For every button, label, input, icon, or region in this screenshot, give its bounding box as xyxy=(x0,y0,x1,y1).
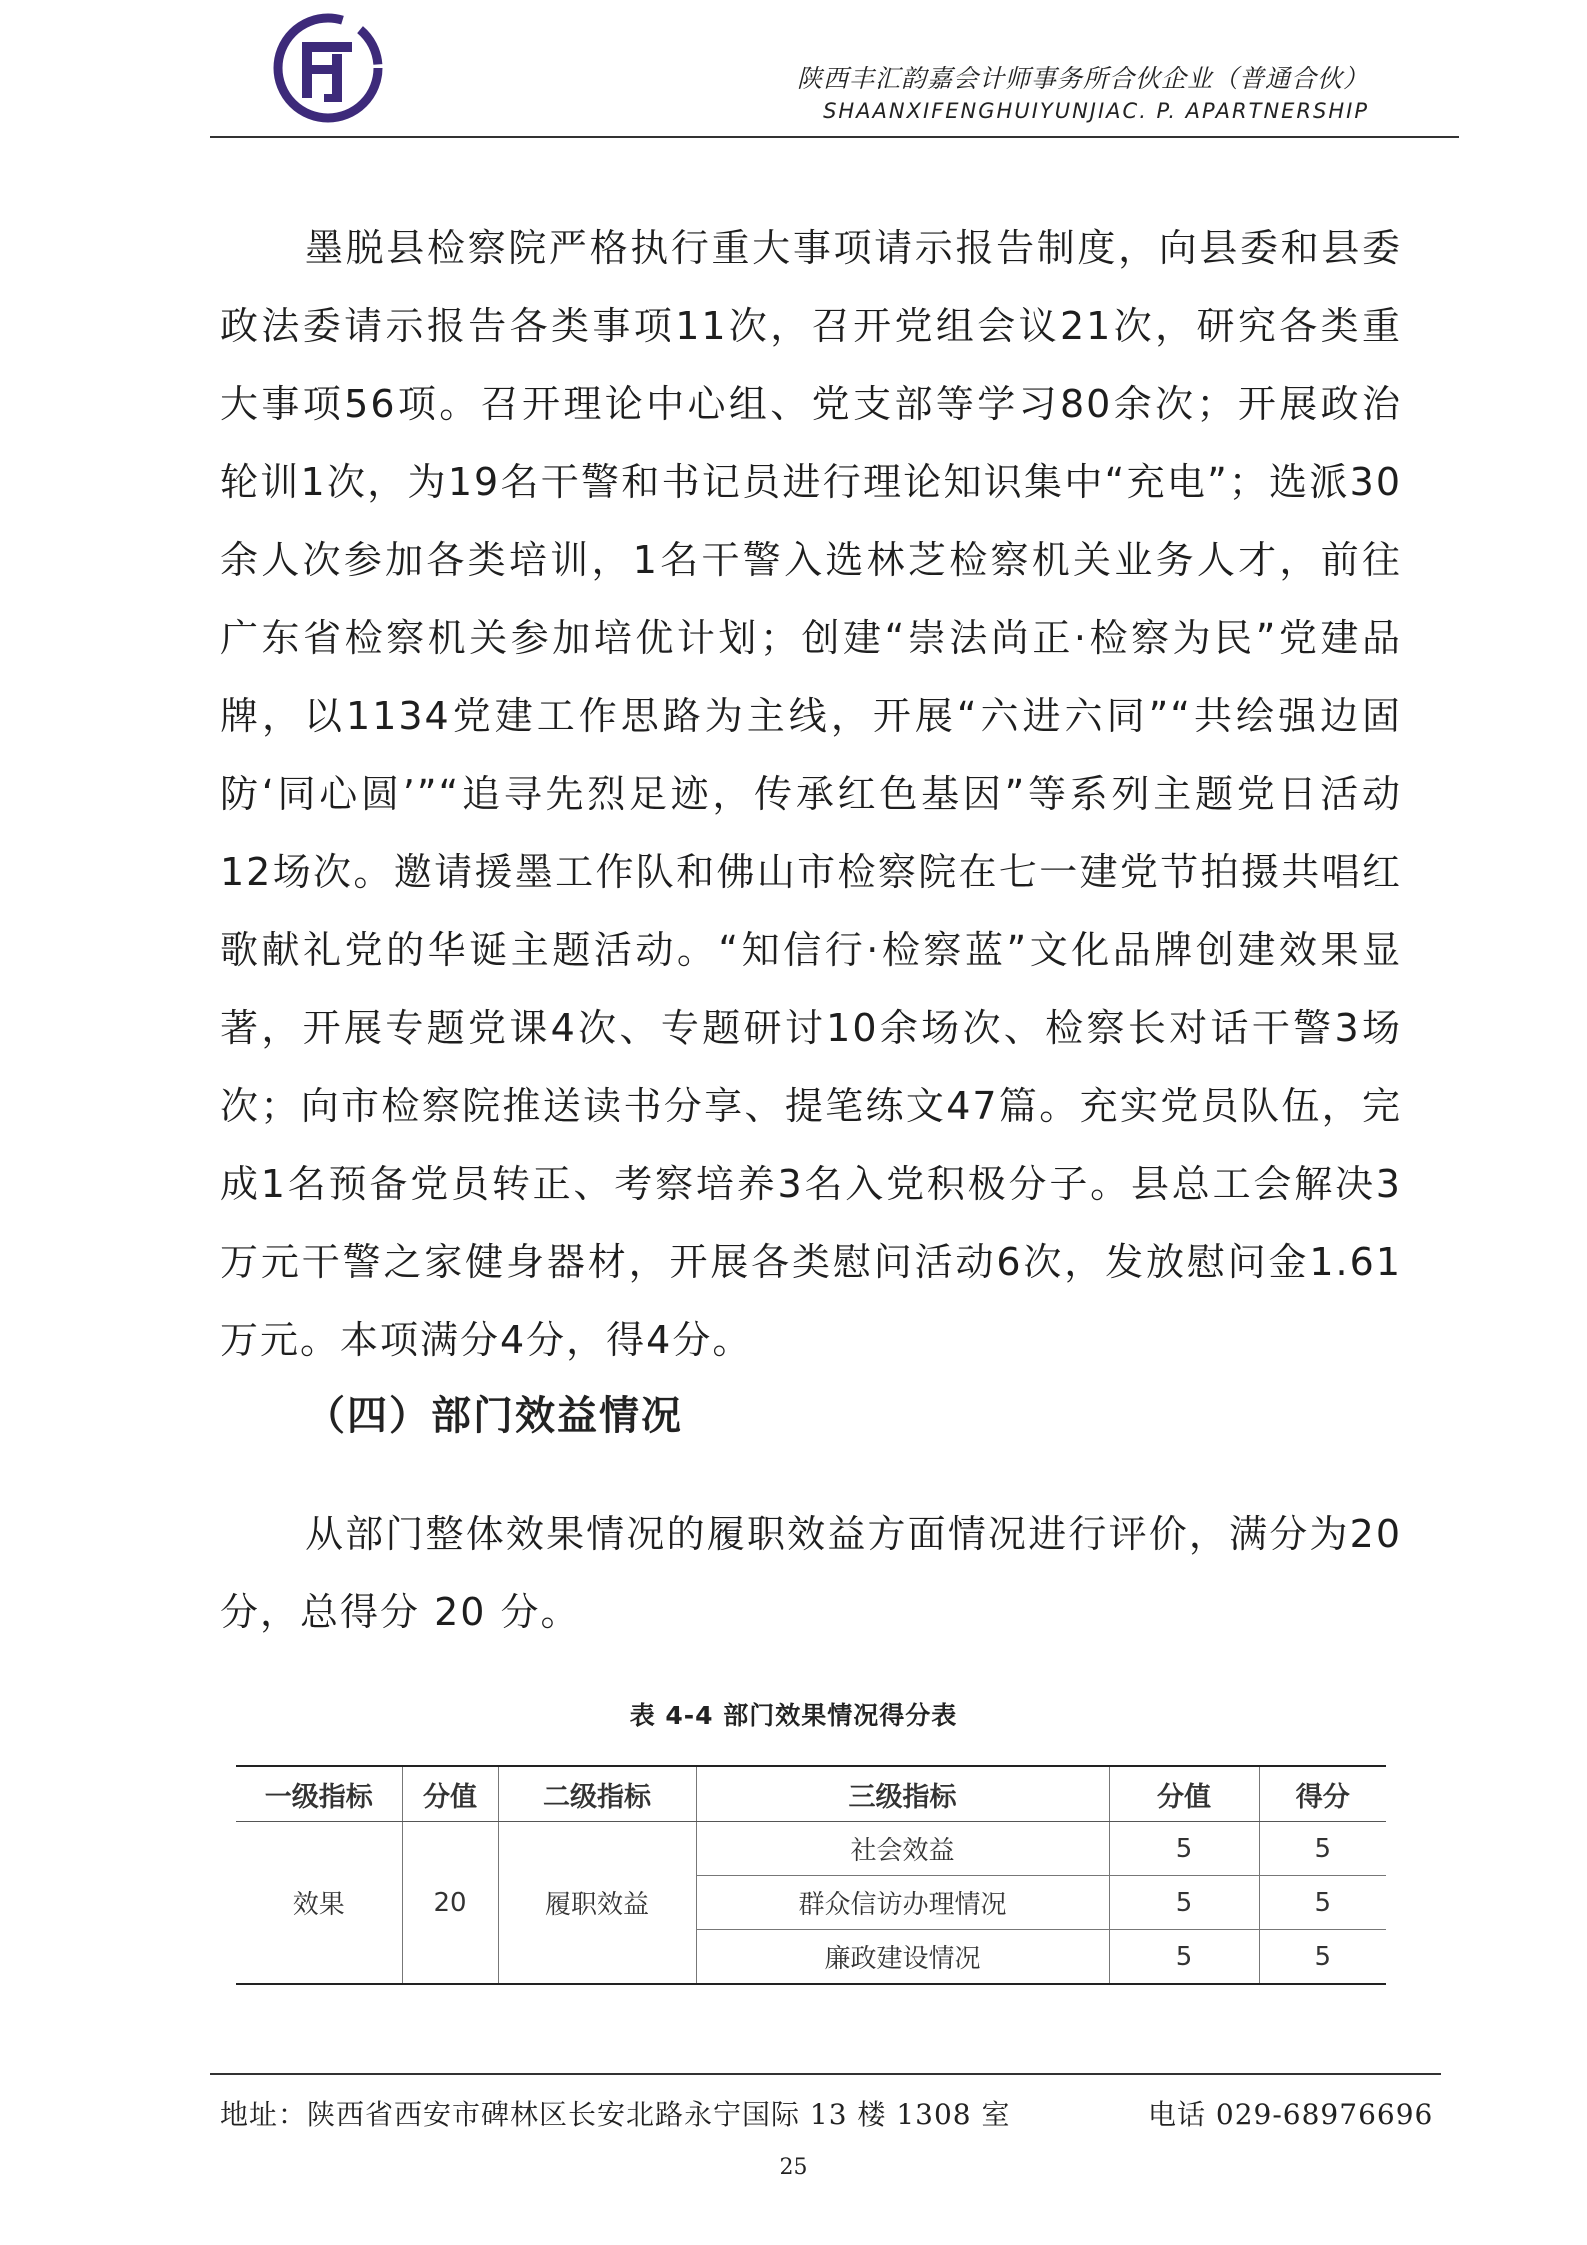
cell-indicator: 社会效益 xyxy=(696,1822,1109,1876)
company-name-block xyxy=(797,62,1369,126)
cell-indicator: 群众信访办理情况 xyxy=(696,1876,1109,1930)
section-title: （四）部门效益情况 xyxy=(305,1393,683,1439)
footer-address: 地址：陕西省西安市碑林区长安北路永宁国际 13 楼 1308 室 xyxy=(220,2098,1011,2131)
header-divider xyxy=(210,136,1459,138)
table-header-row xyxy=(236,1766,1386,1822)
header-max-score: 分值 xyxy=(1109,1766,1259,1822)
score-table xyxy=(236,1765,1386,1985)
table-row xyxy=(236,1822,1386,1876)
header-level2: 二级指标 xyxy=(498,1766,696,1822)
footer-phone: 电话 029-68976696 xyxy=(1148,2098,1434,2131)
table-caption: 表 4-4 部门效果情况得分表 xyxy=(629,1701,958,1730)
cell-score: 5 xyxy=(1109,1876,1259,1930)
cell-level1: 效果 xyxy=(236,1822,402,1985)
cell-score: 5 xyxy=(1109,1822,1259,1876)
cell-level2: 履职效益 xyxy=(498,1822,696,1985)
header-level3: 三级指标 xyxy=(696,1766,1109,1822)
company-name-en: SHAANXIFENGHUIYUNJIAC. P. APARTNERSHIP xyxy=(823,99,1369,123)
page-number: 25 xyxy=(779,2155,808,2180)
cell-indicator: 廉政建设情况 xyxy=(696,1930,1109,1985)
header-got-score: 得分 xyxy=(1259,1766,1386,1822)
cell-level1-score: 20 xyxy=(402,1822,498,1985)
company-logo xyxy=(272,12,384,124)
header-level1: 一级指标 xyxy=(236,1766,402,1822)
body-paragraph-2: 从部门整体效果情况的履职效益方面情况进行评价，满分为20 分，总得分 20 分。 xyxy=(220,1512,1402,1634)
cell-score: 5 xyxy=(1109,1930,1259,1985)
cell-got: 5 xyxy=(1259,1876,1386,1930)
company-name-cn: 陕西丰汇韵嘉会计师事务所合伙企业（普通合伙） xyxy=(796,64,1369,93)
footer-divider xyxy=(210,2073,1441,2075)
header-score: 分值 xyxy=(402,1766,498,1822)
body-paragraph-1: 墨脱县检察院严格执行重大事项请示报告制度，向县委和县委政法委请示报告各类事项11次，召开党组会议21次，研究各类重大事项56项。召开理论中心组、党支部等学习80余次；开展政治轮训1次，为19名干警和书记员进行理论知识集中“充电”；选派30余人次参加各类培训，1名干警入选林芝检察机关业务人才，前往广东省检察机关参加培优计划；创建“崇法尚正·检察为民”党建品牌，以1134党建工作思路为主线，开展“六进六同”“共绘强边固防‘同心圆’”“追寻先烈足迹，传承红色基因”等系列主题党日活动12场次。邀请援墨工作队和佛山市检察院在七一建党节拍摄共唱红歌献礼党的华诞主题活动。“知信行·检察蓝”文化品牌创建效果显著，开展专题党课4次、专题研讨10余场次、检察长对话干警3场次；向市检察院推送读书分享、提笔练文47篇。充实党员队伍，完成1名预备党员转正、考察培养3名入党积极分子。县总工会解决3万元干警之家健身器材，开展各类慰问活动6次，发放慰问金1.61万元。本项满分4分，得4分。 xyxy=(220,226,1402,1362)
cell-got: 5 xyxy=(1259,1822,1386,1876)
cell-got: 5 xyxy=(1259,1930,1386,1985)
